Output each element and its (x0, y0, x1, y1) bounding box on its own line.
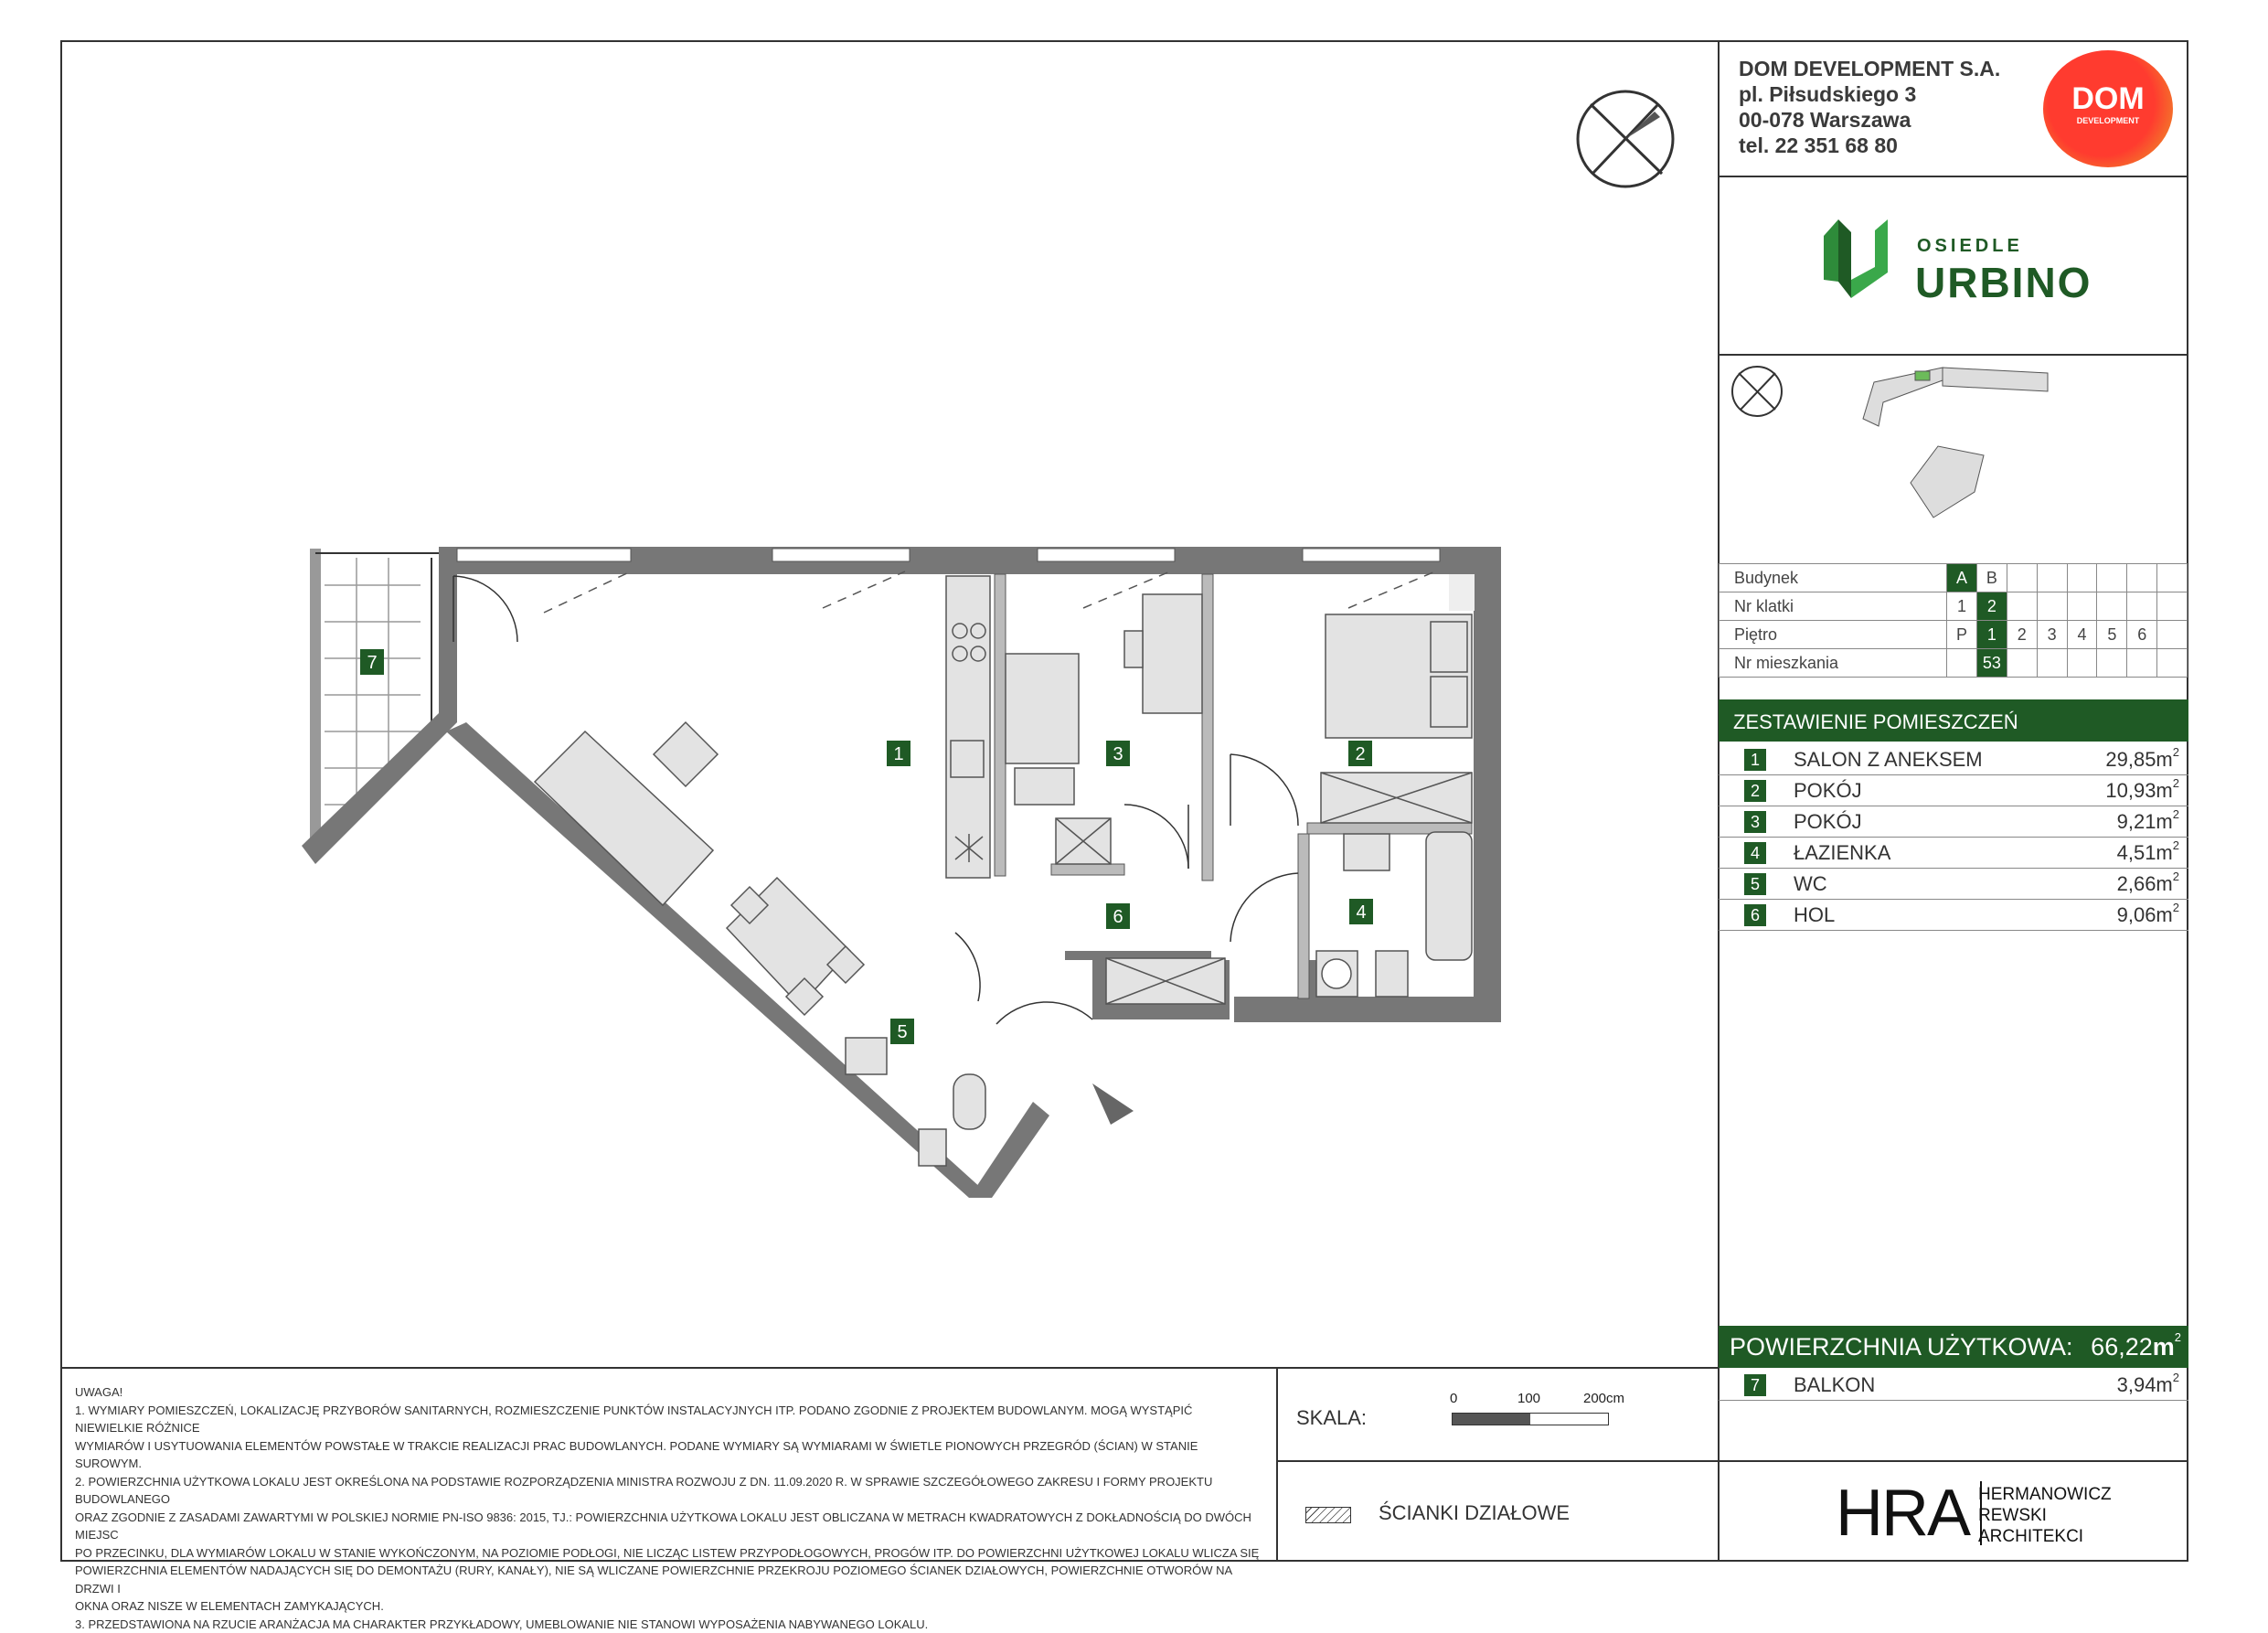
footer-split (1276, 1367, 1278, 1562)
room-name: HOL (1794, 903, 1835, 927)
note-line: PO PRZECINKU, DLA WYMIARÓW LOKALU W STANIE WYKOŃCZONYM, NA POZIOMIE PODŁOGI, NIE LICZĄC LISTEW PRZYPODŁOGOWYCH, PROGÓW ITP. DO POWIERZCHNI UŻYTKOWEJ LOKALU WLICZA SIĘ (75, 1544, 1263, 1563)
hra-logo: HRA HERMANOWICZ REWSKI ARCHITEKCI (1836, 1479, 2110, 1553)
note-line: 3. PRZEDSTAWIONA NA RZUCIE ARANŻACJA MA CHARAKTER PRZYKŁADOWY, UMEBLOWANIE NIE STANOWI WYPOSAŻENIA NABYWANEGO LOKALU. (75, 1616, 1263, 1633)
location-row (1720, 564, 2188, 592)
room-row (1719, 743, 2188, 775)
location-cell: P (1947, 621, 1977, 649)
company-name: DOM DEVELOPMENT S.A. (1739, 57, 2000, 81)
scale-divider (1276, 1460, 1719, 1462)
scale-label: SKALA: (1296, 1406, 1367, 1430)
room-name: SALON Z ANEKSEM (1794, 748, 1983, 772)
location-cell (2157, 564, 2188, 592)
key-plan (1719, 355, 2188, 563)
partition-hatch-icon (1305, 1507, 1351, 1523)
room-row (1719, 899, 2188, 931)
company-city: 00-078 Warszawa (1739, 108, 1911, 133)
note-line: POWIERZCHNIA ELEMENTÓW NADAJĄCYCH SIĘ DO DEMONTAŻU (RURY, KANAŁY), NIE SĄ WLICZANE POWIERZCHNIE PRZEKROJU POZIOMEGO ŚCIANEK DZIAŁOWYCH, POWIERZCHNIE OTWORÓW NA DRZWI I (75, 1562, 1263, 1597)
dom-development-logo: DOM DEVELOPMENT (2043, 50, 2173, 167)
usable-area-bar (1719, 1326, 2188, 1368)
location-cell (1947, 649, 1977, 678)
key-plan-north-icon (1732, 367, 1782, 416)
location-cell (2127, 649, 2157, 678)
room-name: WC (1794, 872, 1827, 896)
room-number: 6 (1744, 904, 1766, 926)
balcony-row: 7 BALKON $3,94m^2$ (1719, 1369, 2188, 1401)
urbino-logo: OSIEDLE URBINO (1824, 216, 2098, 307)
room-number: 3 (1744, 811, 1766, 833)
location-cell (2127, 592, 2157, 621)
room-name: POKÓJ (1794, 810, 1862, 834)
room-row (1719, 806, 2188, 838)
location-cell: 6 (2127, 621, 2157, 649)
room-label-6: 6 (1113, 907, 1123, 927)
walls (302, 547, 1501, 1198)
location-cell (2097, 564, 2127, 592)
location-cell: 53 (1976, 649, 2007, 678)
room-label-3: 3 (1113, 744, 1123, 764)
room-name: ŁAZIENKA (1794, 841, 1890, 865)
location-cell (2127, 564, 2157, 592)
disclaimer-notes (75, 1383, 1263, 1633)
company-phone: tel. 22 351 68 80 (1739, 133, 1898, 158)
room-row (1719, 774, 2188, 806)
location-cell (2157, 649, 2188, 678)
room-row (1719, 837, 2188, 869)
room-area: $29,85m^2$ (2105, 748, 2179, 772)
location-row-label: Nr mieszkania (1720, 649, 1947, 678)
room-area: $10,93m^2$ (2105, 779, 2179, 803)
scale-tick-200: 200cm (1583, 1391, 1624, 1406)
location-cell: 5 (2097, 621, 2127, 649)
room-area: $9,21m^2$ (2117, 810, 2179, 834)
footer-divider (60, 1367, 1719, 1369)
location-cell: 3 (2037, 621, 2067, 649)
balcony-divider (1719, 1460, 2188, 1462)
legend-label: ŚCIANKI DZIAŁOWE (1379, 1501, 1570, 1525)
location-cell: 1 (1947, 592, 1977, 621)
room-number: 2 (1744, 780, 1766, 802)
note-line: OKNA ORAZ NISZE W ELEMENTACH ZAMYKAJĄCYCH. (75, 1597, 1263, 1616)
location-row (1720, 649, 2188, 678)
urbino-mark-icon (1824, 216, 1897, 307)
location-cell (2097, 592, 2127, 621)
location-cell: B (1976, 564, 2007, 592)
location-row (1720, 592, 2188, 621)
location-row-label: Budynek (1720, 564, 1947, 592)
company-street: pl. Piłsudskiego 3 (1739, 82, 1916, 107)
note-line: WYMIARÓW I USYTUOWANIA ELEMENTÓW POWSTAŁE W TRAKCIE REALIZACJI PRAC BUDOWLANYCH. PODANE WYMIARY SĄ WYMIARAMI W ŚWIETLE PIONOWYCH PRZEGRÓD (ŚCIAN) W STANIE SUROWYM. (75, 1437, 1263, 1473)
room-area: $4,51m^2$ (2117, 841, 2179, 865)
location-cell: 1 (1976, 621, 2007, 649)
scale-tick-100: 100 (1517, 1391, 1540, 1406)
location-cell (2067, 592, 2097, 621)
location-cell: A (1947, 564, 1977, 592)
rooms-header: ZESTAWIENIE POMIESZCZEŃ (1719, 699, 2188, 742)
room-row (1719, 868, 2188, 900)
scale-tick-0: 0 (1450, 1391, 1457, 1406)
room-label-2: 2 (1355, 744, 1365, 764)
note-line: 1. WYMIARY POMIESZCZEŃ, LOKALIZACJĘ PRZYBORÓW SANITARNYCH, ROZMIESZCZENIE PUNKTÓW INSTALACYJNYCH ITP. PODANO ZGODNIE Z PROJEKTEM BUDOWLANYM. MOGĄ WYSTĄPIĆ NIEWIELKIE RÓŻNICE (75, 1402, 1263, 1437)
scale-bar (1452, 1413, 1609, 1425)
location-cell (2037, 564, 2067, 592)
note-line: 2. POWIERZCHNIA UŻYTKOWA LOKALU JEST OKREŚLONA NA PODSTAWIE ROZPORZĄDZENIA MINISTRA ROZWOJU Z DN. 11.09.2020 R. W SPRAWIE SZCZEGÓŁOWEGO ZAKRESU I FORMY PROJEKTU BUDOWLANEGO (75, 1473, 1263, 1509)
header-divider (1719, 176, 2188, 177)
location-cell: 2 (2007, 621, 2037, 649)
location-row (1720, 621, 2188, 649)
room-label-4: 4 (1356, 902, 1366, 923)
location-row-label: Piętro (1720, 621, 1947, 649)
room-label-5: 5 (897, 1022, 907, 1042)
room-number: 5 (1744, 873, 1766, 895)
location-cell (2067, 649, 2097, 678)
usable-area-value: $66,22m^2$ (2091, 1333, 2181, 1361)
room-number: 4 (1744, 842, 1766, 864)
location-cell (2037, 592, 2067, 621)
room-label-1: 1 (893, 744, 903, 764)
location-cell (2097, 649, 2127, 678)
location-row-label: Nr klatki (1720, 592, 1947, 621)
location-cell: 4 (2067, 621, 2097, 649)
entrance-arrow-icon (1092, 1083, 1134, 1125)
room-area: $2,66m^2$ (2117, 872, 2179, 896)
location-table (1719, 563, 2188, 678)
room-label-7: 7 (367, 653, 377, 673)
location-cell (2037, 649, 2067, 678)
kitchen-counter (946, 576, 990, 878)
room-name: POKÓJ (1794, 779, 1862, 803)
location-cell (2007, 592, 2037, 621)
location-cell (2157, 621, 2188, 649)
location-cell (2007, 564, 2037, 592)
note-line: UWAGA! (75, 1383, 1263, 1402)
location-cell (2157, 592, 2188, 621)
north-arrow-icon (1578, 91, 1673, 187)
location-cell (2007, 649, 2037, 678)
note-line: ORAZ ZGODNIE Z ZASADAMI ZAWARTYMI W POLSKIEJ NORMIE PN-ISO 9836: 2015, TJ.: POWIERZCHNIA UŻYTKOWA LOKALU JEST OBLICZANA W METRACH KWADRATOWYCH Z DOKŁADNOŚCIĄ DO DWÓCH MIEJSC (75, 1509, 1263, 1544)
usable-area-label: POWIERZCHNIA UŻYTKOWA: (1730, 1333, 2073, 1361)
location-cell (2067, 564, 2097, 592)
room-area: $9,06m^2$ (2117, 903, 2179, 927)
room-number: 1 (1744, 749, 1766, 771)
location-cell: 2 (1976, 592, 2007, 621)
